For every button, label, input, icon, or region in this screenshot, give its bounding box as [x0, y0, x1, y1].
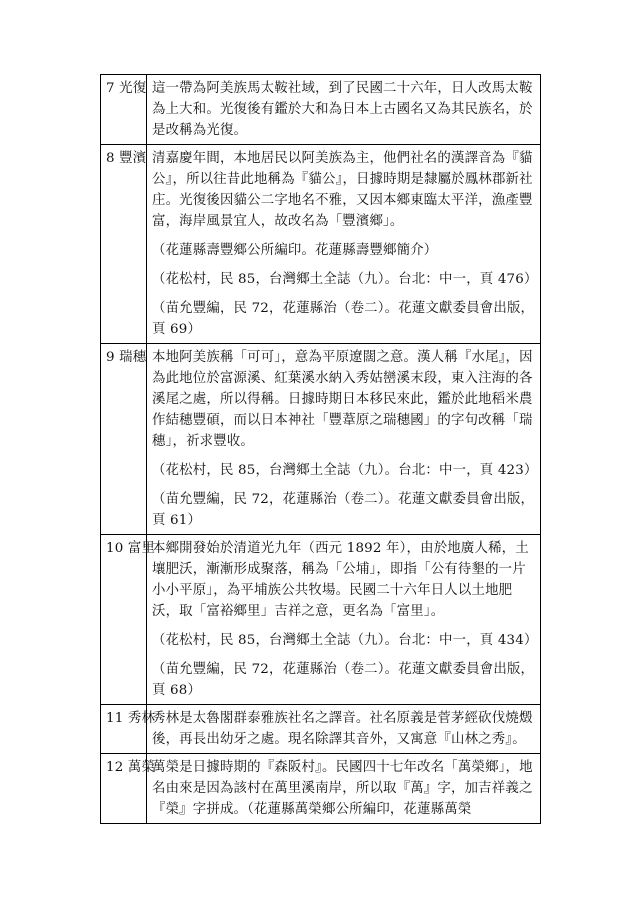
row-content [147, 75, 541, 145]
row-paragraph: 這一帶為阿美族馬太鞍社域，到了民國二十六年，日人改馬太鞍為上大和。光復後有鑑於大和為日本上古國名又為其民族名，於是改稱為光復。 [152, 81, 533, 138]
row-paragraph: 秀林是太魯閣群泰雅族社名之譯音。社名原義是菅茅經砍伐燒燬後，再長出幼牙之處。現名除譯其音外，又寓意『山林之秀』。 [152, 711, 533, 747]
row-content [147, 535, 541, 705]
row-label: 10 富里 [101, 535, 147, 705]
row-label: 9 瑞穗 [101, 344, 147, 535]
row-content [147, 754, 541, 824]
row-paragraph: 萬榮是日據時期的『森阪村』。民國四十七年改名「萬榮鄉」，地名由來是因為該村在萬里溪南岸，所以取『萬』字，加吉祥義之『榮』字拼成。（花蓮縣萬榮鄉公所編印，花蓮縣萬榮 [152, 760, 533, 817]
table-row [101, 535, 541, 705]
citation: （苗允豐編，民 72，花蓮縣治（卷二）。花蓮文獻委員會出版，頁 61） [152, 492, 535, 528]
row-label: 8 豐濱 [101, 145, 147, 344]
row-paragraph: 本地阿美族稱「可可」，意為平原遼闊之意。漢人稱『水尾』，因為此地位於富源溪、紅葉溪水納入秀姑巒溪末段，東入注海的各溪尾之處，所以得稱。日據時期日本移民來此，鑑於此地稻米農作結穗豐碩，而以日本神社「豐葦原之瑞穗國」的字句改稱「瑞穗」，祈求豐收。 [152, 350, 533, 449]
citation: （花松村，民 85，台灣鄉土全誌（九）。台北：中一，頁 476） [152, 272, 538, 287]
place-name-table [100, 74, 541, 824]
table-row [101, 145, 541, 344]
row-content [147, 344, 541, 535]
row-label: 7 光復 [101, 75, 147, 145]
row-label: 11 秀林 [101, 705, 147, 754]
citation: （花松村，民 85，台灣鄉土全誌（九）。台北：中一，頁 434） [152, 633, 538, 648]
row-content [147, 145, 541, 344]
row-paragraph: 清嘉慶年間，本地居民以阿美族為主，他們社名的漢譯音為『貓公』，所以往昔此地稱為『貓公』，日據時期是隸屬於鳳林郡新社庄。光復後因貓公二字地名不雅，又因本鄉東臨太平洋，漁產豐富，海岸風景宜人，故改名為「豐濱鄉」。 [152, 151, 533, 229]
citation: （花松村，民 85，台灣鄉土全誌（九）。台北：中一，頁 423） [152, 463, 538, 478]
row-label: 12 萬榮 [101, 754, 147, 824]
table-row [101, 705, 541, 754]
citation: （苗允豐編，民 72，花蓮縣治（卷二）。花蓮文獻委員會出版，頁 68） [152, 662, 535, 698]
citation: （花蓮縣壽豐鄉公所編印。花蓮縣壽豐鄉簡介） [152, 243, 438, 258]
table-row [101, 754, 541, 824]
row-paragraph: 本鄉開發始於清道光九年（西元 1892 年），由於地廣人稀，土壤肥沃，漸漸形成聚落，稱為「公埔」，即指「公有待墾的一片小小平原」，為平埔族公共牧場。民國二十六年日人以土地肥沃，取「富裕鄉里」吉祥之意，更名為「富里」。 [152, 541, 529, 619]
table-row [101, 75, 541, 145]
row-content [147, 705, 541, 754]
citation: （苗允豐編，民 72，花蓮縣治（卷二）。花蓮文獻委員會出版，頁 69） [152, 301, 535, 337]
table-row [101, 344, 541, 535]
